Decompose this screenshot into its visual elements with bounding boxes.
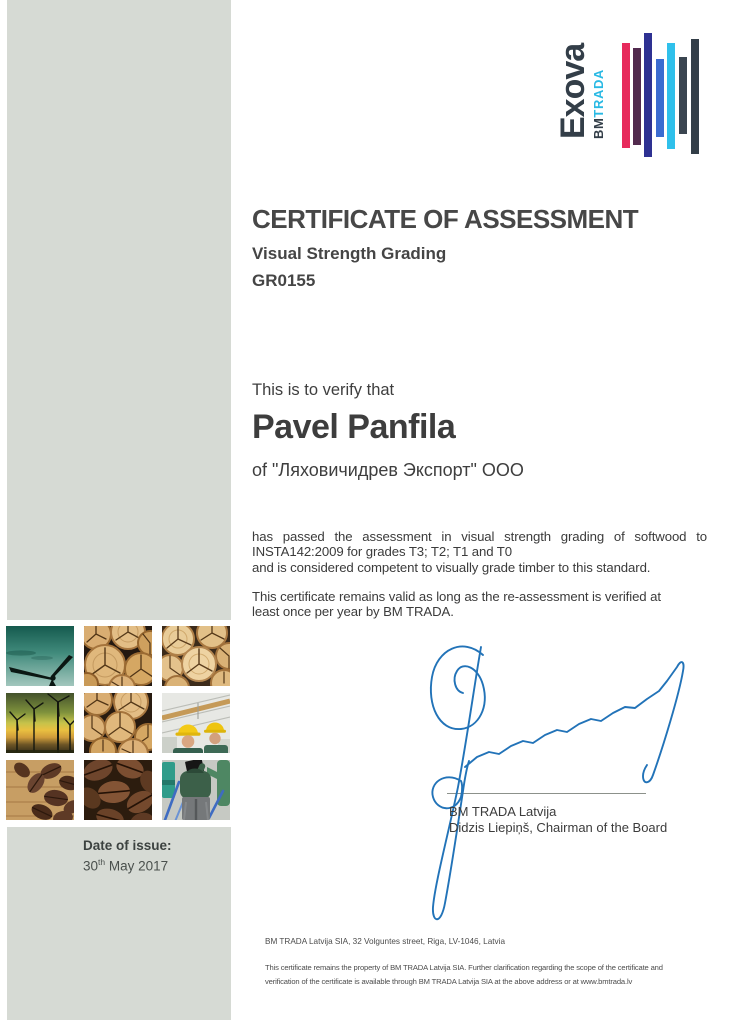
date-day: 30 — [83, 858, 99, 874]
signatory-organization: BM TRADA Latvija — [449, 804, 557, 819]
paragraph-line: This certificate remains valid as long as the re-assessment is verified at — [252, 588, 661, 604]
logo-bar — [656, 59, 664, 137]
sidebar-panel-top — [7, 0, 231, 620]
exova-wordmark: Exova — [554, 43, 592, 139]
photo-timber-logs-dark — [84, 626, 152, 686]
paragraph-line: least once per year by BM TRADA. — [252, 604, 454, 620]
signatory-block — [449, 804, 667, 835]
trada-wordmark-part: TRADA — [591, 69, 606, 118]
headline-block — [252, 204, 638, 291]
date-of-issue-block — [7, 827, 231, 874]
logo-bar — [644, 33, 652, 157]
photo-wind-turbines-sunset — [6, 693, 74, 753]
photo-coffee-beans-wood — [6, 760, 74, 820]
handwritten-signature — [405, 635, 705, 945]
photo-workers-hard-hats — [162, 693, 230, 753]
recipient-block — [252, 381, 524, 481]
verify-intro-text: This is to verify that — [252, 381, 395, 399]
legal-notice — [265, 961, 663, 988]
photo-coffee-beans-closeup — [84, 760, 152, 820]
photo-timber-logs-light — [162, 626, 230, 686]
assessment-paragraph — [252, 529, 707, 575]
recipient-company: of "Ляховичидрев Экспорт" ООО — [252, 460, 524, 480]
date-of-issue-label: Date of issue: — [83, 838, 172, 853]
legal-line: verification of the certificate is available through BM TRADA Latvija SIA at the above address or at www.bmtrada.lv — [265, 976, 633, 986]
logo-bar — [667, 43, 675, 149]
sidebar-photo-grid — [6, 626, 230, 820]
validity-paragraph — [252, 589, 707, 620]
legal-line: This certificate remains the property of BM TRADA Latvija SIA. Further clarification regarding the scope of the certificate and — [265, 963, 663, 972]
certificate-number: GR0155 — [252, 271, 316, 290]
body-text — [252, 529, 707, 619]
bm-wordmark-part: BM — [591, 117, 606, 139]
page-title: CERTIFICATE OF ASSESSMENT — [252, 204, 639, 234]
signatory-name-title: Didzis Liepiņš, Chairman of the Board — [449, 819, 668, 835]
photo-timber-logs — [84, 693, 152, 753]
issuer-address: BM TRADA Latvija SIA, 32 Volguntes street, Riga, LV-1046, Latvia — [265, 937, 505, 946]
paragraph-line: has passed the assessment in visual strength grading of softwood to — [252, 529, 707, 544]
paragraph-line: INSTA142:2009 for grades T3; T2; T1 and T0 — [252, 544, 512, 560]
sidebar-panel-bottom — [7, 827, 231, 1020]
paragraph-line: and is considered competent to visually grade timber to this standard. — [252, 559, 651, 575]
logo-bar — [691, 39, 699, 154]
logo-bar — [622, 43, 630, 148]
logo-bar — [633, 48, 641, 145]
photo-inspector-tablet — [162, 760, 230, 820]
signature-line — [447, 793, 646, 794]
bmtrada-wordmark — [592, 69, 605, 139]
scheme-subtitle: Visual Strength Grading — [252, 244, 447, 263]
photo-wind-turbine-teal — [6, 626, 74, 686]
recipient-name: Pavel Panfila — [252, 408, 456, 446]
logo-bar — [679, 57, 687, 134]
date-of-issue-value — [83, 857, 231, 874]
date-ordinal: th — [98, 857, 106, 867]
date-rest: May 2017 — [105, 858, 169, 874]
